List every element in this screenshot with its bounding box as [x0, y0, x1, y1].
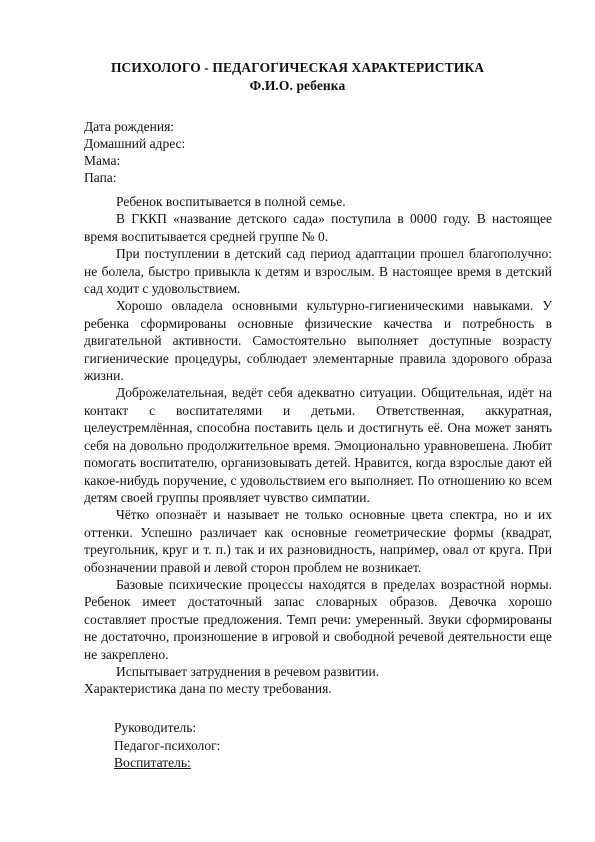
- document-subtitle: Ф.И.О. ребенка: [249, 78, 346, 93]
- paragraph-issued-for: Характеристика дана по месту требования.: [84, 681, 332, 697]
- paragraph-perception: Чётко опознаёт и называет не только основные цвета спектра, но и их оттенки. Успешно различает как основные геометрические формы (квадрат, треугольник, круг и т. п.) так и их разновидность, например, овал от круга. При обозначении правой и левой сторон проблем не возникает.: [84, 507, 552, 575]
- paragraph-speech-difficulties: Испытывает затруднения в речевом развитии.: [116, 663, 380, 679]
- signatures-block: [114, 719, 220, 772]
- signature-psychologist: Педагог-психолог:: [114, 737, 221, 753]
- personal-info-fields: [84, 118, 185, 186]
- paragraph-adaptation: При поступлении в детский сад период адаптации прошел благополучно: не болела, быстро привыкла к детям и взрослым. В настоящее время в детский сад ходит с удовольствием.: [84, 246, 552, 297]
- paragraph-behavior: Доброжелательная, ведёт себя адекватно ситуации. Общительная, идёт на контакт с воспитателями и детьми. Ответственная, аккуратная, целеустремлённая, способна поставить цель и достигнуть её. Она может занять себя на довольно продолжительное время. Эмоционально уравновешена. Любит помогать воспитателю, организовывать детей. Нравится, когда взрослые дают ей какое-нибудь поручение, с удовольствием его выполняет. По отношению ко всем детям своей группы проявляет чувство симпатии.: [84, 385, 552, 505]
- paragraph-hygiene: Хорошо овладела основными культурно-гигиеническими навыками. У ребенка сформированы основные физические качества и потребность в двигательной активности. Самостоятельно выполняет доступные возрасту гигиенические процедуры, соблюдает элементарные правила здорового образа жизни.: [84, 298, 552, 384]
- document-title: ПСИХОЛОГО - ПЕДАГОГИЧЕСКАЯ ХАРАКТЕРИСТИКА: [110, 60, 485, 75]
- paragraph-enrollment: В ГККП «название детского сада» поступила в 0000 году. В настоящее время воспитывается средней группе № 0.: [84, 211, 552, 244]
- characteristic-body: [84, 193, 552, 698]
- paragraph-cognition-speech: Базовые психические процессы находятся в пределах возрастной нормы. Ребенок имеет достаточный запас словарных образов. Девочка хорошо составляет простые предложения. Темп речи: умеренный. Звуки сформированы не достаточно, произношение в игровой и свободной речевой деятельности еще не закреплено.: [84, 576, 552, 662]
- field-mother: Мама:: [84, 153, 121, 168]
- signature-head: Руководитель:: [114, 720, 197, 735]
- field-birth-date: Дата рождения:: [84, 119, 175, 134]
- paragraph-family: Ребенок воспитывается в полной семье.: [116, 194, 346, 209]
- field-home-address: Домашний адрес:: [84, 136, 186, 151]
- field-father: Папа:: [84, 170, 117, 185]
- signature-teacher: Воспитатель:: [114, 755, 191, 771]
